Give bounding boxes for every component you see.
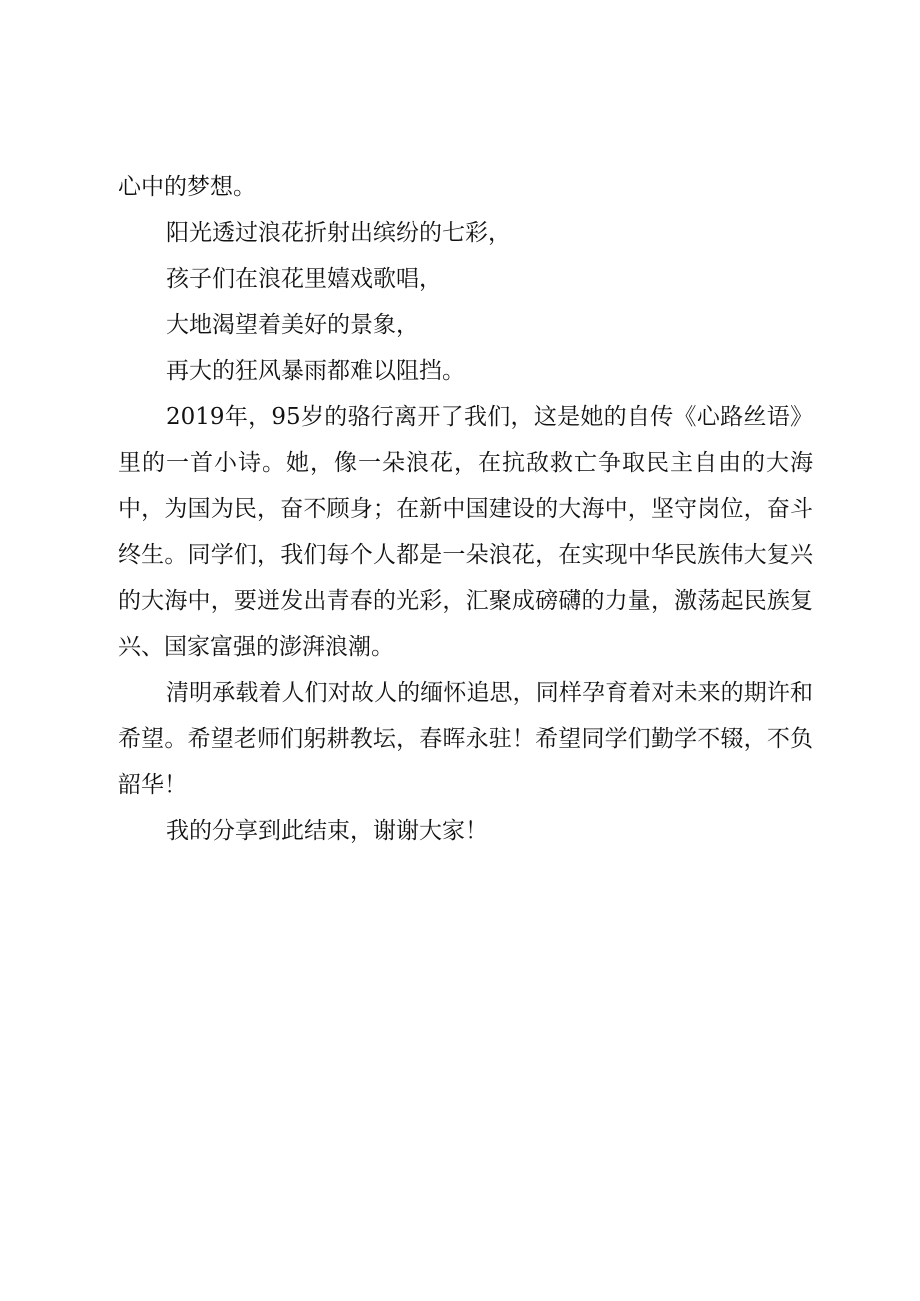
continuation-text: 心中的梦想。 — [118, 174, 256, 200]
poem-line: 阳光透过浪花折射出缤纷的七彩， — [166, 220, 511, 246]
paragraph-qingming: 清明承载着人们对故人的缅怀追思，同样孕育着对未来的期许和希望。希望老师们躬耕教坛，春晖永驻！希望同学们勤学不辍，不负韶华！ — [118, 680, 813, 798]
paragraph-tribute: 2019年，95岁的骆行离开了我们，这是她的自传《心路丝语》里的一首小诗。她，像一朵浪花，在抗敌救亡争取民主自由的大海中，为国为民，奋不顾身；在新中国建设的大海中，坚守岗位，奋斗终生。同学们，我们每个人都是一朵浪花，在实现中华民族伟大复兴的大海中，要迸发出青春的光彩，汇聚成磅礴的力量，激荡起民族复兴、国家富强的澎湃浪潮。 — [118, 404, 813, 660]
poem-line: 大地渴望着美好的景象， — [166, 312, 419, 338]
paragraph-closing: 我的分享到此结束，谢谢大家！ — [166, 818, 488, 844]
document-body — [118, 164, 813, 854]
poem-line: 孩子们在浪花里嬉戏歌唱， — [166, 266, 442, 292]
poem-line: 再大的狂风暴雨都难以阻挡。 — [166, 358, 465, 384]
poem — [118, 210, 813, 394]
